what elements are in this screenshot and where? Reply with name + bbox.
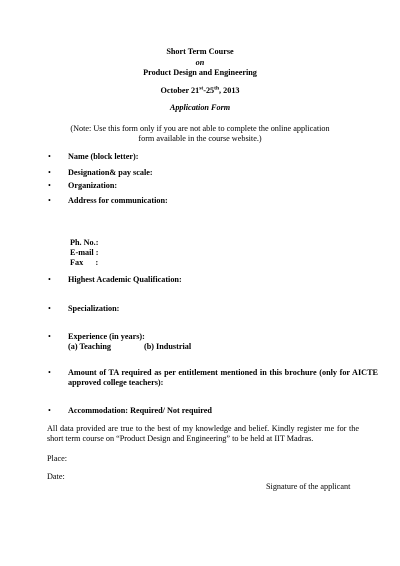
bullet-icon: • [48,196,51,205]
field-specialization-label: Specialization: [68,304,120,313]
bullet-icon: • [48,181,51,190]
field-qualification-label: Highest Academic Qualification: [68,275,182,284]
experience-industrial: (b) Industrial [144,342,192,351]
usage-note: (Note: Use this form only if you are not able to complete the online application form available in the course website.) [70,124,330,143]
bullet-icon: • [48,304,51,313]
date-sup-start: st [199,85,204,92]
field-designation-label: Designation& pay scale: [68,168,153,177]
field-address-label: Address for communication: [68,196,168,205]
experience-teaching: (a) Teaching [68,342,111,351]
field-ta-label: Amount of TA required as per entitlement mentioned in this brochure (only for AICTE approved college teachers): [68,368,378,387]
date-sup-end: th [214,85,220,92]
field-experience-label: Experience (in years): [68,332,145,341]
form-title: Application Form [169,103,231,112]
field-name-label: Name (block letter): [68,152,139,161]
contact-block [70,238,98,268]
email-label: E-mail : [70,248,99,257]
bullet-icon: • [48,152,51,161]
place-label: Place: [47,454,68,463]
experience-sub [68,342,191,352]
bullet-icon: • [48,332,51,341]
declaration: All data provided are true to the best of my knowledge and belief. Kindly register me for the short term course on “Product Design and Engineering” to be held at IIT Madras. [47,424,359,443]
field-organization-label: Organization: [68,181,118,190]
date-label: Date: [47,472,65,481]
date-suffix: , 2013 [219,86,240,95]
bullet-icon: • [48,406,51,415]
bullet-icon: • [48,168,51,177]
course-label: Short Term Course [166,47,234,56]
phone-label: Ph. No.: [70,238,99,247]
bullet-icon: • [48,275,51,284]
fax-label: Fax : [70,258,99,267]
course-title: Product Design and Engineering [143,68,257,77]
course-dates [0,86,400,96]
field-accommodation-label: Accommodation: Required/ Not required [68,406,212,415]
date-mid: -25 [203,86,215,95]
signature-label: Signature of the applicant [266,482,351,491]
date-prefix: October 21 [160,86,200,95]
bullet-icon: • [48,368,51,377]
course-on: on [195,58,205,67]
